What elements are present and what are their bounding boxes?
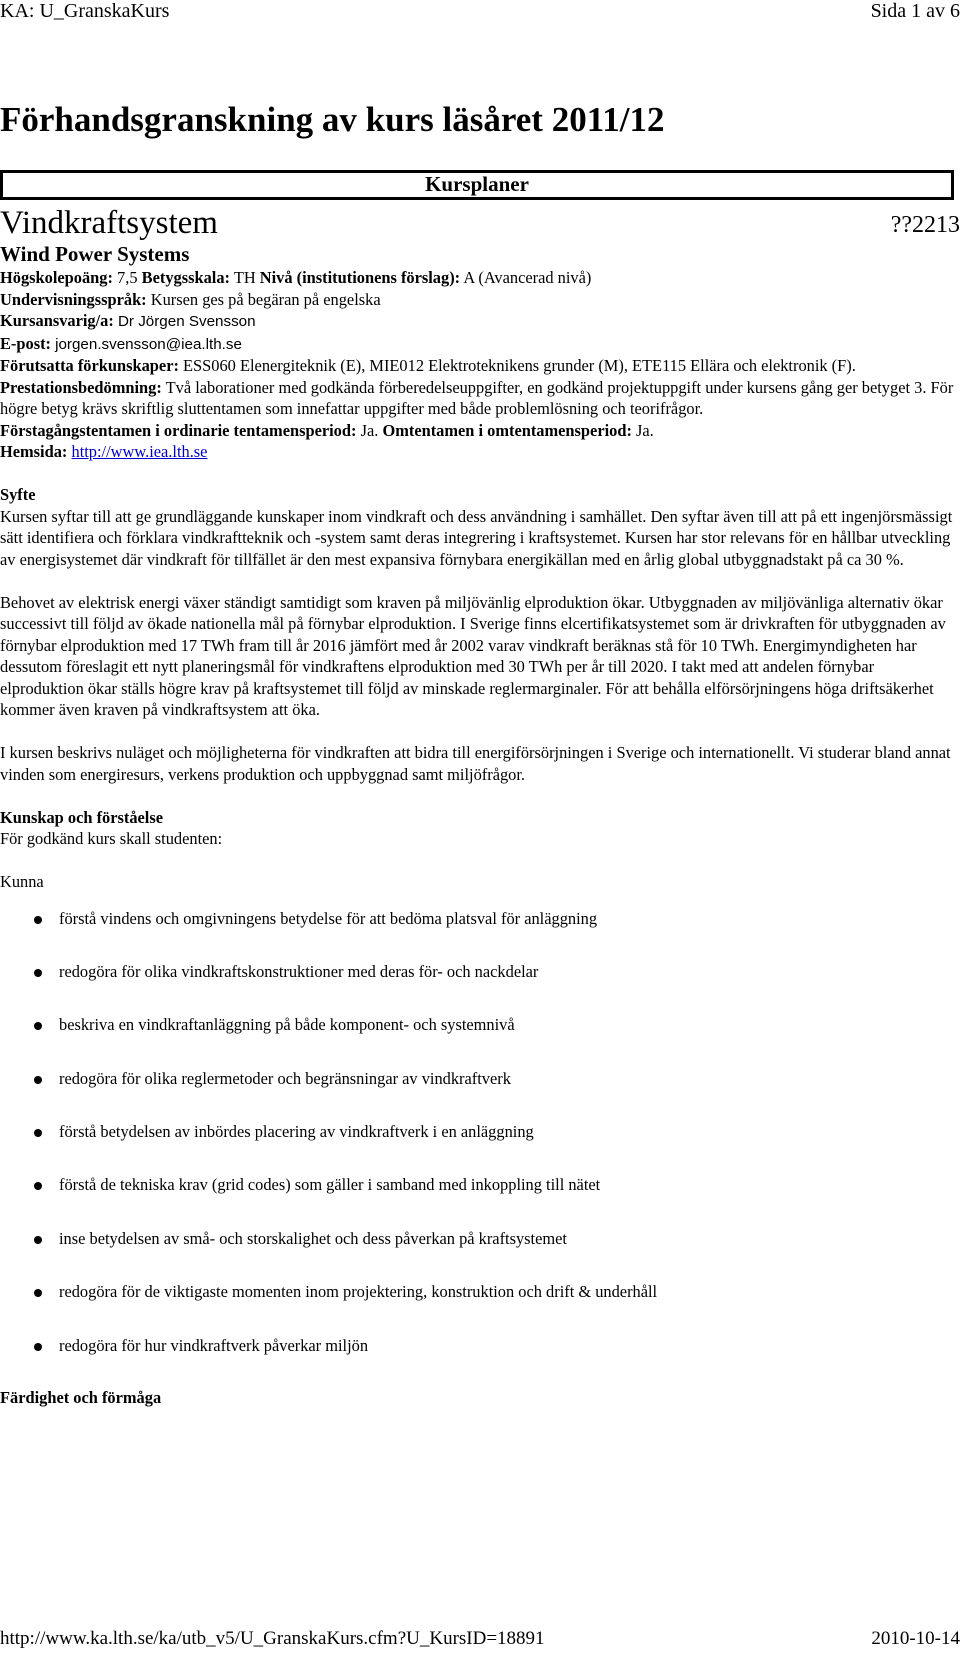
course-name-en: Wind Power Systems <box>0 242 190 266</box>
language-label: Undervisningsspråk: <box>0 289 147 309</box>
footer-date: 2010-10-14 <box>871 1628 960 1649</box>
language-value: Kursen ges på begäran på engelska <box>150 289 381 309</box>
list-item: redogöra för hur vindkraftverk påverkar miljön <box>0 1320 960 1373</box>
list-item: förstå vindens och omgivningens betydelse för att bedöma platsval för anläggning <box>0 893 960 946</box>
homepage-label: Hemsida: <box>0 442 68 461</box>
email-line <box>0 333 960 356</box>
list-item: beskriva en vindkraftanläggning på både komponent- och systemnivå <box>0 999 960 1052</box>
list-item: redogöra för de viktigaste momenten inom projektering, konstruktion och drift & underhåll <box>0 1266 960 1319</box>
exam-line <box>0 420 960 442</box>
list-item: förstå de tekniska krav (grid codes) som gäller i samband med inkoppling till nätet <box>0 1159 960 1212</box>
responsible-line <box>0 310 960 333</box>
first-exam-value: Ja. <box>360 420 379 440</box>
bullet-icon <box>34 1236 42 1244</box>
syfte-paragraph-1: Kursen syftar till att ge grundläggande kunskaper inom vindkraft och dess användning i samhället. Den syftar även till att på ett ingenjörsmässigt sätt identifiera och förklara vindkraftteknik och -system samt deras integrering i kraftsystemet. Kursen har stor relevans för en hållbar utveckling av energisystemet där vindkraft för tillfället är den mest expansiva förnybara energikällan med en årlig global utbyggnadstakt på ca 30 %. <box>0 506 953 569</box>
re-exam-label: Omtentamen i omtentamensperiod: <box>382 420 632 440</box>
homepage-line <box>0 441 960 463</box>
course-name-sv: Vindkraftsystem <box>0 205 218 241</box>
credits-line <box>0 267 960 289</box>
responsible-label: Kursansvarig/a: <box>0 311 114 330</box>
course-title-row <box>0 205 960 241</box>
hp-value: 7,5 <box>117 268 138 287</box>
bullet-icon <box>34 916 42 924</box>
assessment-line <box>0 377 960 420</box>
bullet-icon <box>34 1343 42 1351</box>
assessment-label: Prestationsbedömning: <box>0 377 162 397</box>
course-content <box>0 205 960 1409</box>
bullet-icon <box>34 969 42 977</box>
syfte-heading: Syfte <box>0 485 36 504</box>
hp-label: Högskolepoäng: <box>0 268 113 287</box>
re-exam-value: Ja. <box>636 420 654 440</box>
first-exam-label: Förstagångstentamen i ordinarie tentamensperiod: <box>0 420 357 440</box>
kursplaner-banner: Kursplaner <box>0 170 954 200</box>
grade-value: TH <box>233 268 256 287</box>
prerequisites-line <box>0 355 960 377</box>
bullet-icon <box>34 1076 42 1084</box>
course-code: ??2213 <box>890 212 960 238</box>
page-title: Förhandsgranskning av kurs läsåret 2011/12 <box>0 100 665 139</box>
homepage-link[interactable]: http://www.iea.lth.se <box>71 442 208 461</box>
list-item: inse betydelsen av små- och storskalighet och dess påverkan på kraftsystemet <box>0 1213 960 1266</box>
level-value: A (Avancerad nivå) <box>463 268 592 287</box>
list-item: redogöra för olika reglermetoder och begränsningar av vindkraftverk <box>0 1053 960 1106</box>
header-title: KA: U_GranskaKurs <box>0 0 170 22</box>
email-label: E-post: <box>0 333 51 353</box>
list-item: redogöra för olika vindkraftskonstruktioner med deras för- och nackdelar <box>0 946 960 999</box>
bullet-icon <box>34 1289 42 1297</box>
level-label: Nivå (institutionens förslag): <box>259 268 461 287</box>
page-number: Sida 1 av 6 <box>870 0 960 22</box>
bullet-icon <box>34 1129 42 1137</box>
list-item: förstå betydelsen av inbördes placering av vindkraftverk i en anläggning <box>0 1106 960 1159</box>
skills-heading: Färdighet och förmåga <box>0 1388 162 1408</box>
knowledge-intro: För godkänd kurs skall studenten: <box>0 829 223 848</box>
kunna-label: Kunna <box>0 872 44 891</box>
email-value: jorgen.svensson@iea.lth.se <box>55 335 242 353</box>
grade-label: Betygsskala: <box>141 268 230 287</box>
prerequisites-label: Förutsatta förkunskaper: <box>0 356 179 375</box>
syfte-paragraph-3: I kursen beskrivs nuläget och möjligheterna för vindkraften att bidra till energiförsörjningen i Sverige och internationellt. Vi studerar bland annat vinden som energiresurs, verkens produktion och uppbyggnad samt miljöfrågor. <box>0 743 951 784</box>
bullet-icon <box>34 1022 42 1030</box>
syfte-paragraph-2: Behovet av elektrisk energi växer ständigt samtidigt som kraven på miljövänlig elproduktion ökar. Utbyggnaden av miljövänliga alternativ ökar successivt till följd av ökade nationella mål på förnybar elproduktion. I Sverige finns elcertifikatsystemet som är drivkraften för utbyggnaden av förnybar elproduktion med 17 TWh fram till år 2016 jämfört med år 2002 varav vindkraft beräknas stå för 10 TWh. Energimyndigheten har dessutom föreslagit ett nytt planeringsmål för vindkraftens elproduktion med 30 TWh per år till 2020. I takt med att andelen förnybar elproduktion ökar ställs högre krav på kraftsystemet till följd av minskade reglermarginaler. För att behålla elförsörjningens höga driftsäkerhet kommer även kraven på vindkraftsystem att öka. <box>0 592 946 719</box>
bullet-icon <box>34 1182 42 1190</box>
knowledge-heading: Kunskap och förståelse <box>0 807 164 827</box>
footer-url: http://www.ka.lth.se/ka/utb_v5/U_GranskaKurs.cfm?U_KursID=18891 <box>0 1628 545 1649</box>
prerequisites-value: ESS060 Elenergiteknik (E), MIE012 Elektroteknikens grunder (M), ETE115 Ellära och elektronik (F). <box>183 356 856 375</box>
language-line <box>0 289 960 311</box>
responsible-value: Dr Jörgen Svensson <box>117 313 256 330</box>
knowledge-goals-list <box>0 893 960 1374</box>
assessment-value: Två laborationer med godkända förberedelseuppgifter, en godkänd projektuppgift under kursens gång ger betyget 3. För högre betyg krävs skriftlig sluttentamen som innefattar uppgifter med både problemlösning och teorifrågor. <box>0 377 954 418</box>
